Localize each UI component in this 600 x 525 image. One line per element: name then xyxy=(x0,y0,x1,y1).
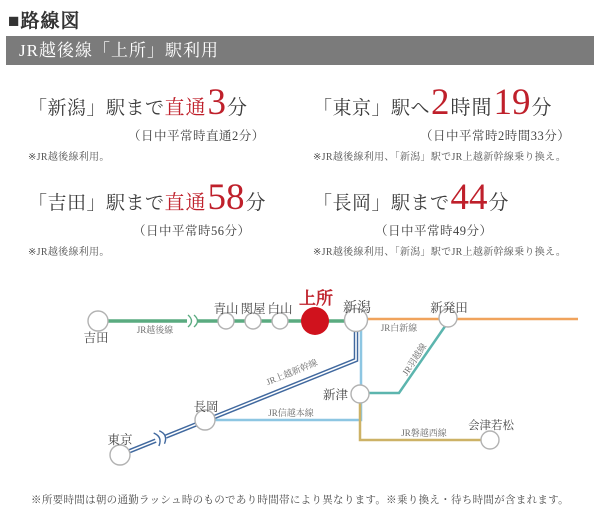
line-label-joetsu-shinkansen: JR上越新幹線 xyxy=(264,357,320,388)
line-label-hakushin: JR白新線 xyxy=(380,323,418,333)
minutes-value: 44 xyxy=(450,177,488,218)
footnote: ※所要時間は朝の通勤ラッシュ時のものであり時間帯により異なります。※乗り換え・待ち時間が含まれます。 xyxy=(31,495,569,506)
destination-label: 「吉田」駅まで xyxy=(28,193,165,214)
route-nagaoka-headline xyxy=(313,179,588,216)
route-map-diagram xyxy=(0,272,600,487)
route-niigata xyxy=(28,84,313,163)
line-label-uetsu: JR羽越線 xyxy=(400,341,429,378)
route-tokyo-headline xyxy=(313,84,588,121)
route-niigata-headline xyxy=(28,84,313,121)
line-label-banetsu-west: JR磐越西線 xyxy=(401,428,447,438)
station-label-aizuwakamatsu: 会津若松 xyxy=(468,420,514,432)
line-label-shinetsu: JR信越本線 xyxy=(268,408,314,418)
destination-label: 「東京」駅へ xyxy=(313,98,431,119)
station-circle-aizuwakamatsu xyxy=(481,431,499,449)
station-label-tokyo: 東京 xyxy=(107,433,133,447)
station-circle-kamitokoro xyxy=(301,307,329,335)
line-usage-note: ※JR越後線利用、「新潟」駅でJR上越新幹線乗り換え。 xyxy=(313,152,567,163)
minutes-value: 19 xyxy=(493,82,531,123)
minutes-value: 58 xyxy=(207,177,245,218)
minutes-value: 3 xyxy=(207,82,227,123)
hours-unit: 時間 xyxy=(450,97,493,119)
page-title: ■路線図 xyxy=(8,11,81,32)
station-label-shibata: 新発田 xyxy=(430,301,468,315)
station-circle-niitsu xyxy=(351,385,369,403)
station-label-niitsu: 新津 xyxy=(322,388,348,402)
minutes-unit: 分 xyxy=(488,192,510,214)
station-label-nagaoka: 長岡 xyxy=(193,400,219,414)
line-usage-note: ※JR越後線利用。 xyxy=(28,152,110,163)
route-nagaoka xyxy=(313,179,588,258)
station-label-yoshida: 吉田 xyxy=(83,331,109,345)
station-circle-yoshida xyxy=(88,311,108,331)
line-label-echigo: JR越後線 xyxy=(136,325,174,335)
offpeak-note: （日中平常時56分） xyxy=(133,224,251,238)
hours-value: 2 xyxy=(431,82,450,123)
offpeak-note: （日中平常時2時間33分） xyxy=(420,129,571,143)
station-label-kamitokoro: 上所 xyxy=(299,289,333,308)
direct-label: 直通 xyxy=(164,192,207,214)
minutes-unit: 分 xyxy=(227,97,249,119)
line-break-shinkansen xyxy=(153,429,168,446)
minutes-unit: 分 xyxy=(531,97,553,119)
station-label-aoyama: 青山 xyxy=(213,302,239,316)
station-label-sekiya: 関屋 xyxy=(240,302,266,316)
destination-label: 「長岡」駅まで xyxy=(313,193,450,214)
line-usage-note: ※JR越後線利用。 xyxy=(28,247,110,258)
offpeak-note: （日中平常時49分） xyxy=(375,224,493,238)
route-yoshida xyxy=(28,179,313,258)
route-tokyo xyxy=(313,84,588,163)
route-summaries xyxy=(28,84,588,258)
section-banner: JR越後線「上所」駅利用 xyxy=(6,36,594,65)
station-label-niigata: 新潟 xyxy=(343,301,371,316)
offpeak-note: （日中平常時直通2分） xyxy=(128,129,265,143)
station-circle-tokyo xyxy=(110,445,130,465)
station-label-hakusan: 白山 xyxy=(267,302,293,316)
destination-label: 「新潟」駅まで xyxy=(28,98,165,119)
route-yoshida-headline xyxy=(28,179,313,216)
direct-label: 直通 xyxy=(164,97,207,119)
line-usage-note: ※JR越後線利用、「新潟」駅でJR上越新幹線乗り換え。 xyxy=(313,247,567,258)
minutes-unit: 分 xyxy=(245,192,267,214)
line-break-echigo xyxy=(187,315,198,327)
